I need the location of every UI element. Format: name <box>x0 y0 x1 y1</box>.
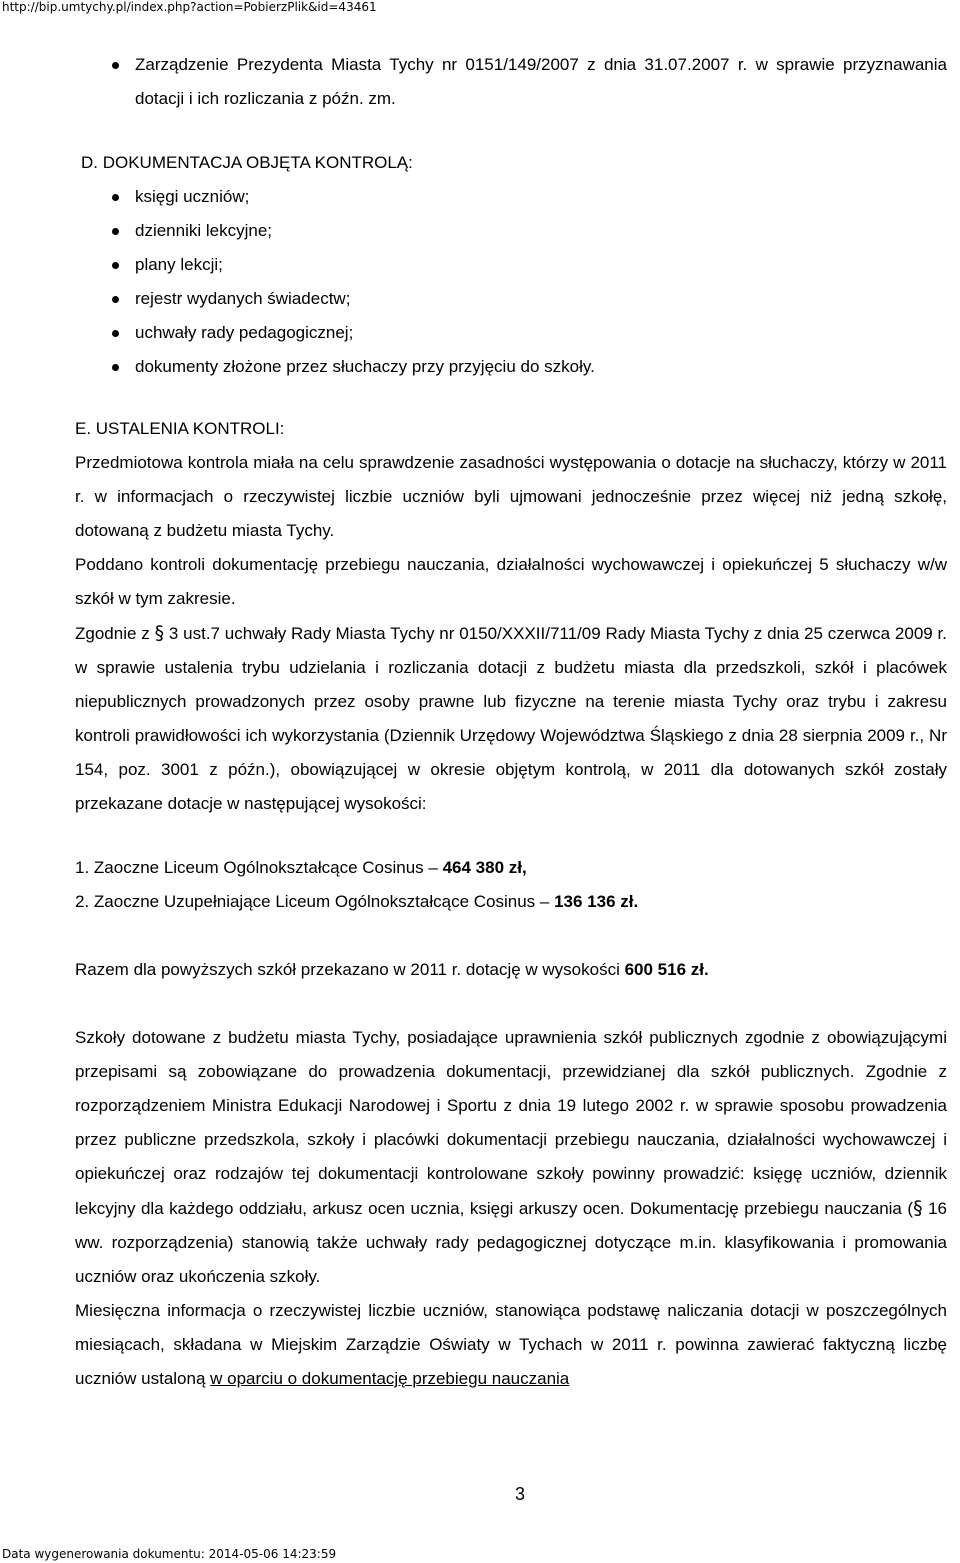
list-item-text: dzienniki lekcyjne; <box>135 221 273 240</box>
school-item <box>75 885 947 919</box>
paragraph-4-body: Szkoły dotowane z budżetu miasta Tychy, posiadające uprawnienia szkół publicznych zgodnie z obowiązującymi przepisami są zobowiązane do prowadzenia dokumentacji, przewidzianej dla szkół publicznych. Zgodnie z rozporządzeniem Ministra Edukacji Narodowej i Sportu z dnia 19 lutego 2002 r. w sprawie sposobu prowadzenia przez publiczne przedszkola, szkoły i placówki dokumentacji przebiegu nauczania, działalności wychowawczej i opiekuńczej oraz rodzajów tej dokumentacji kontrolowane szkoły powinny prowadzić: księgę uczniów, dziennik lekcyjny dla każdego oddziału, arkusz ocen ucznia, księgi arkuszy ocen. Dokumentację przebiegu nauczania ( <box>75 1028 947 1218</box>
total-amount: 600 516 zł. <box>624 960 709 979</box>
bullet-icon <box>112 364 119 371</box>
spacer <box>75 919 947 953</box>
list-item-text: rejestr wydanych świadectw; <box>135 289 351 308</box>
section-d-heading: D. DOKUMENTACJA OBJĘTA KONTROLĄ: <box>81 153 413 172</box>
section-e-paragraph-5 <box>75 1294 947 1396</box>
list-item-text: plany lekcji; <box>135 255 223 274</box>
total-line <box>75 953 947 987</box>
list-item-text: księgi uczniów; <box>135 187 250 206</box>
paragraph-3-body: 3 ust.7 uchwały Rady Miasta Tychy nr 0150/XXXII/711/09 Rady Miasta Tychy z dnia 25 czerwca 2009 r. w sprawie ustalenia trybu udzielania i rozliczania dotacji z budżetu miasta dla przedszkoli, szkół i placówek niepublicznych prowadzonych przez osoby prawne lub fizyczne na terenie miasta Tychy oraz trybu i zakresu kontroli prawidłowości ich wykorzystania (Dziennik Urzędowy Województwa Śląskiego z dnia 28 sierpnia 2009 r., Nr 154, poz. 3001 z późn.), obowiązującej w okresie objętym kontrolą, w 2011 dla dotowanych szkół zostały przekazane dotacje w następującej wysokości: <box>75 624 947 813</box>
section-d-list <box>75 180 947 384</box>
footer-generated-date: Data wygenerowania dokumentu: 2014-05-06 14:23:59 <box>2 1547 337 1561</box>
list-item-text: Zarządzenie Prezydenta Miasta Tychy nr 0151/149/2007 z dnia 31.07.2007 r. w sprawie przyznawania dotacji i ich rozliczania z późn. zm. <box>135 55 947 108</box>
document-body <box>75 48 947 1396</box>
school-amount: 464 380 zł, <box>442 858 527 877</box>
paragraph-4-tail: 16 ww. rozporządzenia) stanowią także uchwały rady pedagogicznej dotyczące m.in. klasyfikowania i promowania uczniów oraz ukończenia szkoły. <box>75 1199 947 1286</box>
section-sign: § <box>913 1197 923 1219</box>
spacer <box>75 987 947 1021</box>
bullet-icon <box>112 330 119 337</box>
list-item <box>75 316 947 350</box>
list-item <box>75 248 947 282</box>
paragraph-5-body: Miesięczna informacja o rzeczywistej liczbie uczniów, stanowiąca podstawę naliczania dotacji w poszczególnych miesiącach, składana w Miejskim Zarządzie Oświaty w Tychach w 2011 r. powinna zawierać faktyczną liczbę uczniów ustaloną <box>75 1301 947 1388</box>
list-item-text: dokumenty złożone przez słuchaczy przy przyjęciu do szkoły. <box>135 357 595 376</box>
list-item <box>75 282 947 316</box>
section-e-paragraph-1: Przedmiotowa kontrola miała na celu sprawdzenie zasadności występowania o dotacje na słuchaczy, którzy w 2011 r. w informacjach o rzeczywistej liczbie uczniów byli ujmowani jednocześnie przez więcej niż jedną szkołę, dotowaną z budżetu miasta Tychy. <box>75 453 947 540</box>
list-item <box>75 180 947 214</box>
bullet-icon <box>112 296 119 303</box>
intro-list <box>75 48 947 116</box>
list-item <box>75 214 947 248</box>
list-item <box>75 48 947 116</box>
school-amount: 136 136 zł. <box>554 892 639 911</box>
section-e-paragraph-2: Poddano kontroli dokumentację przebiegu nauczania, działalności wychowawczej i opiekuńczej 5 słuchaczy w/w szkół w tym zakresie. <box>75 555 947 608</box>
bullet-icon <box>112 194 119 201</box>
paragraph-3-prefix: Zgodnie z <box>75 624 155 643</box>
school-item <box>75 851 947 885</box>
section-e-heading: E. USTALENIA KONTROLI: <box>75 419 285 438</box>
school-label: 2. Zaoczne Uzupełniające Liceum Ogólnokształcące Cosinus – <box>75 892 555 911</box>
bullet-icon <box>112 228 119 235</box>
school-list <box>75 851 947 919</box>
total-text: Razem dla powyższych szkół przekazano w 2011 r. dotację w wysokości <box>75 960 625 979</box>
list-item-text: uchwały rady pedagogicznej; <box>135 323 354 342</box>
bullet-icon <box>112 62 119 69</box>
list-item <box>75 350 947 384</box>
bullet-icon <box>112 262 119 269</box>
section-e-paragraph-4 <box>75 1021 947 1294</box>
paragraph-5-underlined: w oparciu o dokumentację przebiegu nauczania <box>210 1369 570 1388</box>
page-number: 3 <box>514 1484 525 1504</box>
school-label: 1. Zaoczne Liceum Ogólnokształcące Cosinus – <box>75 858 443 877</box>
section-e-paragraph-3 <box>75 616 947 821</box>
section-sign: § <box>154 622 165 644</box>
page-url: http://bip.umtychy.pl/index.php?action=PobierzPlik&id=43461 <box>2 0 377 14</box>
